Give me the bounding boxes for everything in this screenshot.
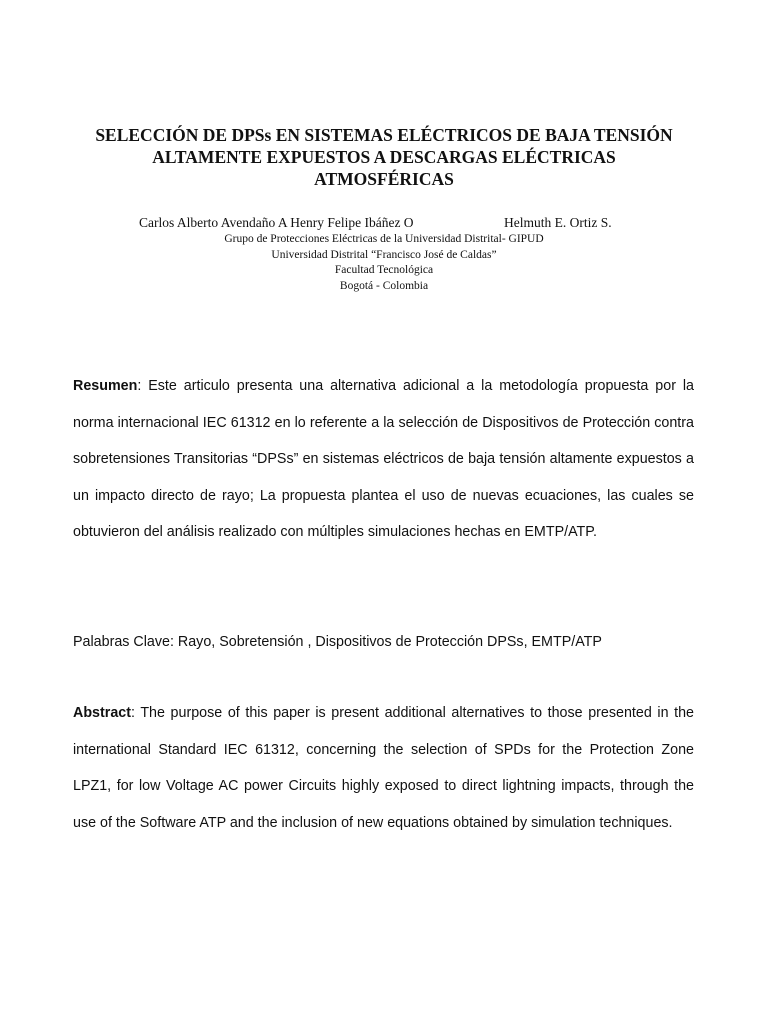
resumen-label: Resumen — [73, 378, 138, 394]
abstract-text: : The purpose of this paper is present additional alternatives to those presented in the international Standard IEC 61312, concerning the selection of SPDs for the Protection Zone LPZ1, for low Voltage AC power Circuits highly exposed to direct lightning impacts, through the use of the Software ATP and the inclusion of new equations obtained by simulation techniques. — [73, 705, 694, 831]
authors-right: Helmuth E. Ortiz S. — [504, 215, 612, 230]
title-line: ALTAMENTE EXPUESTOS A DESCARGAS ELÉCTRICAS — [152, 147, 616, 167]
keywords-paragraph: Palabras Clave: Rayo, Sobretensión , Dispositivos de Protección DPSs, EMTP/ATP — [73, 634, 602, 650]
affiliation-line: Bogotá - Colombia — [339, 279, 429, 292]
resumen-text: : Este articulo presenta una alternativa adicional a la metodología propuesta por la norma internacional IEC 61312 en lo referente a la selección de Dispositivos de Protección contra sobretensiones Transitorias “DPSs” en sistemas eléctricos de baja tensión altamente expuestos a un impacto directo de rayo; La propuesta plantea el uso de nuevas ecuaciones, las cuales se obtuvieron del análisis realizado con múltiples simulaciones hechas en EMTP/ATP. — [73, 378, 694, 541]
title-line: SELECCIÓN DE DPSs EN SISTEMAS ELÉCTRICOS DE BAJA TENSIÓN — [95, 125, 673, 145]
affiliation-line: Universidad Distrital “Francisco José de Caldas” — [271, 248, 497, 261]
abstract-label: Abstract — [73, 705, 131, 721]
affiliation-line: Grupo de Protecciones Eléctricas de la Universidad Distrital- GIPUD — [224, 233, 544, 245]
authors-left: Carlos Alberto Avendaño A Henry Felipe Ibáñez O — [139, 215, 414, 230]
abstract-paragraph — [73, 695, 694, 841]
resumen-paragraph — [73, 368, 694, 551]
affiliation-line: Facultad Tecnológica — [334, 264, 434, 276]
paper-title — [60, 124, 708, 190]
title-line: ATMOSFÉRICAS — [314, 169, 454, 189]
affiliation-block — [0, 232, 768, 294]
